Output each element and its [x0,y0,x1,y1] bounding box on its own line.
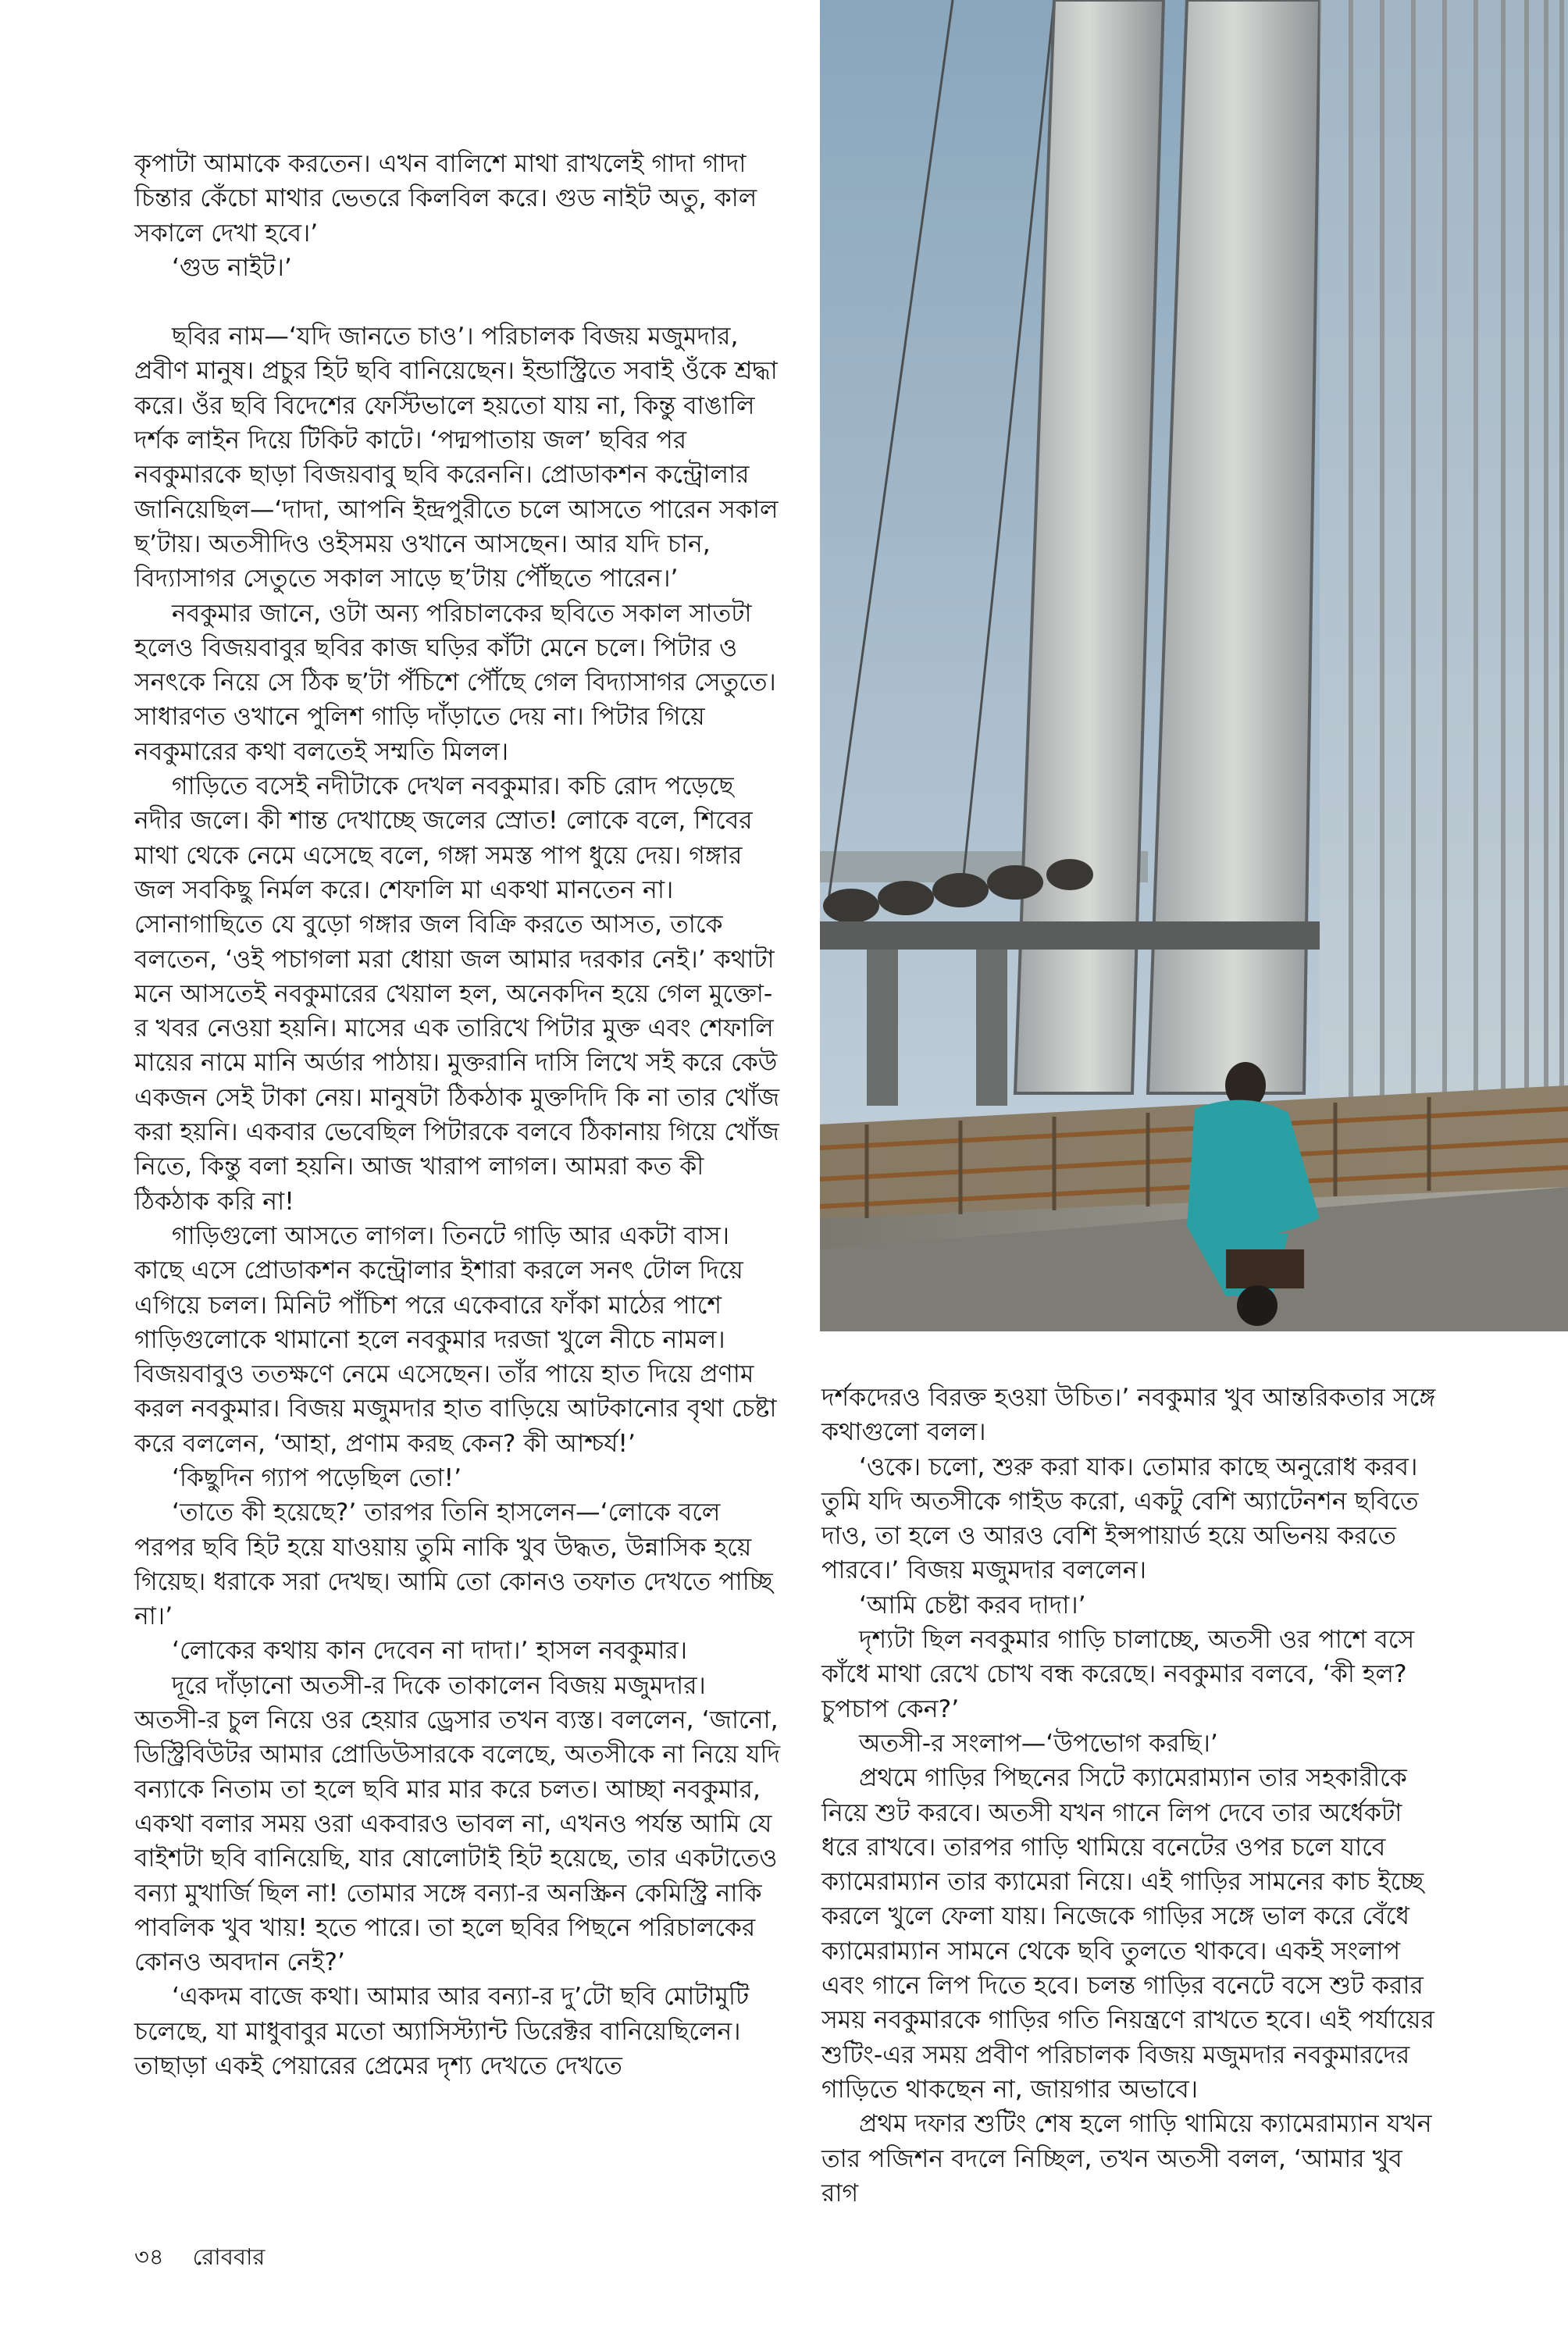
paragraph: ‘আমি চেষ্টা করব দাদা।’ [859,1591,1086,1620]
paragraph: ‘তাতে কী হয়েছে?’ তারপর তিনি হাসলেন—‘লোকে বলে পরপর ছবি হিট হয়ে যাওয়ায় তুমি নাকি খুব উদ্ধত, উন্নাসিক হয়ে গিয়েছ। ধরাকে সরা দেখছ। আমি তো কোনও তফাত দেখতে পাচ্ছি না।’ [134,1499,773,1631]
paragraph: দূরে দাঁড়ানো অতসী-র দিকে তাকালেন বিজয় মজুমদার। অতসী-র চুল নিয়ে ওর হেয়ার ড্রেসার তখন ব্যস্ত। বললেন, ‘জানো, ডিস্ট্রিবিউটর আমার প্রোডিউসারকে বলেছে, অতসীকে না নিয়ে যদি বন্যাকে নিতাম তা হলে ছবি মার মার করে চলত। আচ্ছা নবকুমার, একথা বলার সময় ওরা একবারও ভাবল না, এখনও পর্যন্ত আমি যে বাইশটা ছবি বানিয়েছি, যার ষোলোটাই হিট হয়েছে, তার একটাতেও বন্যা মুখার্জি ছিল না! তোমার সঙ্গে বন্যা-র অনস্ক্রিন কেমিস্ট্রি নাকি পাবলিক খুব খায়! হতে পারে। তা হলে ছবির পিছনে পরিচালকের কোনও অবদান নেই?’ [134,1671,781,1977]
paragraph: প্রথমে গাড়ির পিছনের সিটে ক্যামেরাম্যান তার সহকারীকে নিয়ে শুট করবে। অতসী যখন গানে লিপ দেবে তার অর্ধেকটা ধরে রাখবে। তারপর গাড়ি থামিয়ে বনেটের ওপর চলে যাবে ক্যামেরাম্যান তার ক্যামেরা নিয়ে। এই গাড়ির সামনের কাচ ইচ্ছে করলে খুলে ফেলা যায়। নিজেকে গাড়ির সঙ্গে ভাল করে বেঁধে ক্যামেরাম্যান সামনে থেকে ছবি তুলতে থাকবে। একই সংলাপ এবং গানে লিপ দিতে হবে। চলন্ত গাড়ির বনেটে বসে শুট করার সময় নবকুমারকে গাড়ির গতি নিয়ন্ত্রণে রাখতে হবে। এই পর্যায়ের শুটিং-এর সময় প্রবীণ পরিচালক বিজয় মজুমদার নবকুমারদের গাড়িতে থাকছেন না, জায়গার অভাবে। [821,1764,1434,2104]
page-number: ৩৪ [134,2243,164,2270]
magazine-name: রোববার [192,2243,265,2270]
paragraph: দর্শকদেরও বিরক্ত হওয়া উচিত।’ নবকুমার খুব আন্তরিকতার সঙ্গে কথাগুলো বলল। [821,1384,1436,1447]
paragraph: ‘গুড নাইট।’ [172,253,292,282]
paragraph: অতসী-র সংলাপ—‘উপভোগ করছি।’ [859,1729,1218,1758]
paragraph: ছবির নাম—‘যদি জানতে চাও’। পরিচালক বিজয় মজুমদার, প্রবীণ মানুষ। প্রচুর হিট ছবি বানিয়েছেন। ইন্ডাস্ট্রিতে সবাই ওঁকে শ্রদ্ধা করে। ওঁর ছবি বিদেশের ফেস্টিভালে হয়তো যায় না, কিন্তু বাঙালি দর্শক লাইন দিয়ে টিকিট কাটে। ‘পদ্মপাতায় জল’ ছবির পর নবকুমারকে ছাড়া বিজয়বাবু ছবি করেননি। প্রোডাকশন কন্ট্রোলার জানিয়েছিল—‘দাদা, আপনি ইন্দ্রপুরীতে চলে আসতে পারেন সকাল ছ’টায়। অতসীদিও ওইসময় ওখানে আসছেন। আর যদি চান, বিদ্যাসাগর সেতুতে সকাল সাড়ে ছ’টায় পৌঁছতে পারেন।’ [134,323,779,593]
paragraph: গাড়িতে বসেই নদীটাকে দেখল নবকুমার। কচি রোদ পড়েছে নদীর জলে। কী শান্ত দেখাচ্ছে জলের স্রোত! লোকে বলে, শিবের মাথা থেকে নেমে এসেছে বলে, গঙ্গা সমস্ত পাপ ধুয়ে দেয়। গঙ্গার জল সবকিছু নির্মল করে। শেফালি মা একথা মানতেন না। সোনাগাছিতে যে বুড়ো গঙ্গার জল বিক্রি করতে আসত, তাকে বলতেন, ‘ওই পচাগলা মরা ধোয়া জল আমার দরকার নেই।’ কথাটা মনে আসতেই নবকুমারের খেয়াল হল, অনেকদিন হয়ে গেল মুক্তো-র খবর নেওয়া হয়নি। মাসের এক তারিখে পিটার মুক্ত এবং শেফালি মায়ের নামে মানি অর্ডার পাঠায়। মুক্তরানি দাসি লিখে সই করে কেউ একজন সেই টাকা নেয়। মানুষটা ঠিকঠাক মুক্তদিদি কি না তার খোঁজ করা হয়নি। একবার ভেবেছিল পিটারকে বলবে ঠিকানায় গিয়ে খোঁজ নিতে, কিন্তু বলা হয়নি। আজ খারাপ লাগল। আমরা কত কী ঠিকঠাক করি না! [134,772,780,1216]
paragraph: কৃপাটা আমাকে করতেন। এখন বালিশে মাথা রাখলেই গাদা গাদা চিন্তার কেঁচো মাথার ভেতরে কিলবিল করে। গুড নাইট অতু, কাল সকালে দেখা হবে।’ [134,150,757,248]
paragraph: গাড়িগুলো আসতে লাগল। তিনটে গাড়ি আর একটা বাস। কাছে এসে প্রোডাকশন কন্ট্রোলার ইশারা করলে সনৎ টোল দিয়ে এগিয়ে চলল। মিনিট পাঁচিশ পরে একেবারে ফাঁকা মাঠের পাশে গাড়িগুলোকে থামানো হলে নবকুমার দরজা খুলে নীচে নামল। বিজয়বাবুও ততক্ষণে নেমে এসেছেন। তাঁর পায়ে হাত দিয়ে প্রণাম করল নবকুমার। বিজয় মজুমদার হাত বাড়িয়ে আটকানোর বৃথা চেষ্টা করে বললেন, ‘আহা, প্রণাম করছ কেন? কী আশ্চর্য!’ [134,1221,777,1458]
paragraph: ‘ওকে। চলো, শুরু করা যাক। তোমার কাছে অনুরোধ করব। তুমি যদি অতসীকে গাইড করো, একটু বেশি অ্যাটেনশন ছবিতে দাও, তা হলে ও আরও বেশি ইন্সপায়ার্ড হয়ে অভিনয় করতে পারবে।’ বিজয় মজুমদার বললেন। [821,1452,1419,1585]
paragraph: ‘লোকের কথায় কান দেবেন না দাদা।’ হাসল নবকুমার। [172,1637,688,1666]
paragraph: ‘একদম বাজে কথা। আমার আর বন্যা-র দু’টো ছবি মোটামুটি চলেছে, যা মাধুবাবুর মতো অ্যাসিস্ট্যান্ট ডিরেক্টর বানিয়েছিলেন। তাছাড়া একই পেয়ারের প্রেমের দৃশ্য দেখতে দেখতে [134,1983,750,2081]
paragraph: দৃশ্যটা ছিল নবকুমার গাড়ি চালাচ্ছে, অতসী ওর পাশে বসে কাঁধে মাথা রেখে চোখ বন্ধ করেছে। নবকুমার বলবে, ‘কী হল? চুপচাপ কেন?’ [821,1626,1415,1723]
right-text-column [821,1381,1438,2211]
page-footer [134,2243,265,2271]
paragraph: নবকুমার জানে, ওটা অন্য পরিচালকের ছবিতে সকাল সাতটা হলেও বিজয়বাবুর ছবির কাজ ঘড়ির কাঁটা মেনে চলে। পিটার ও সনৎকে নিয়ে সে ঠিক ছ’টা পঁচিশে পৌঁছে গেল বিদ্যাসাগর সেতুতে। সাধারণত ওখানে পুলিশ গাড়ি দাঁড়াতে দেয় না। পিটার গিয়ে নবকুমারের কথা বলতেই সম্মতি মিলল। [134,599,776,766]
left-text-column [134,147,784,2083]
paragraph: ‘কিছুদিন গ্যাপ পড়েছিল তো!’ [172,1463,462,1492]
bridge-photo [820,0,1568,1331]
paragraph: প্রথম দফার শুটিং শেষ হলে গাড়ি থামিয়ে ক্যামেরাম্যান যখন তার পজিশন বদলে নিচ্ছিল, তখন অতসী বলল, ‘আমার খুব রাগ [821,2110,1432,2208]
